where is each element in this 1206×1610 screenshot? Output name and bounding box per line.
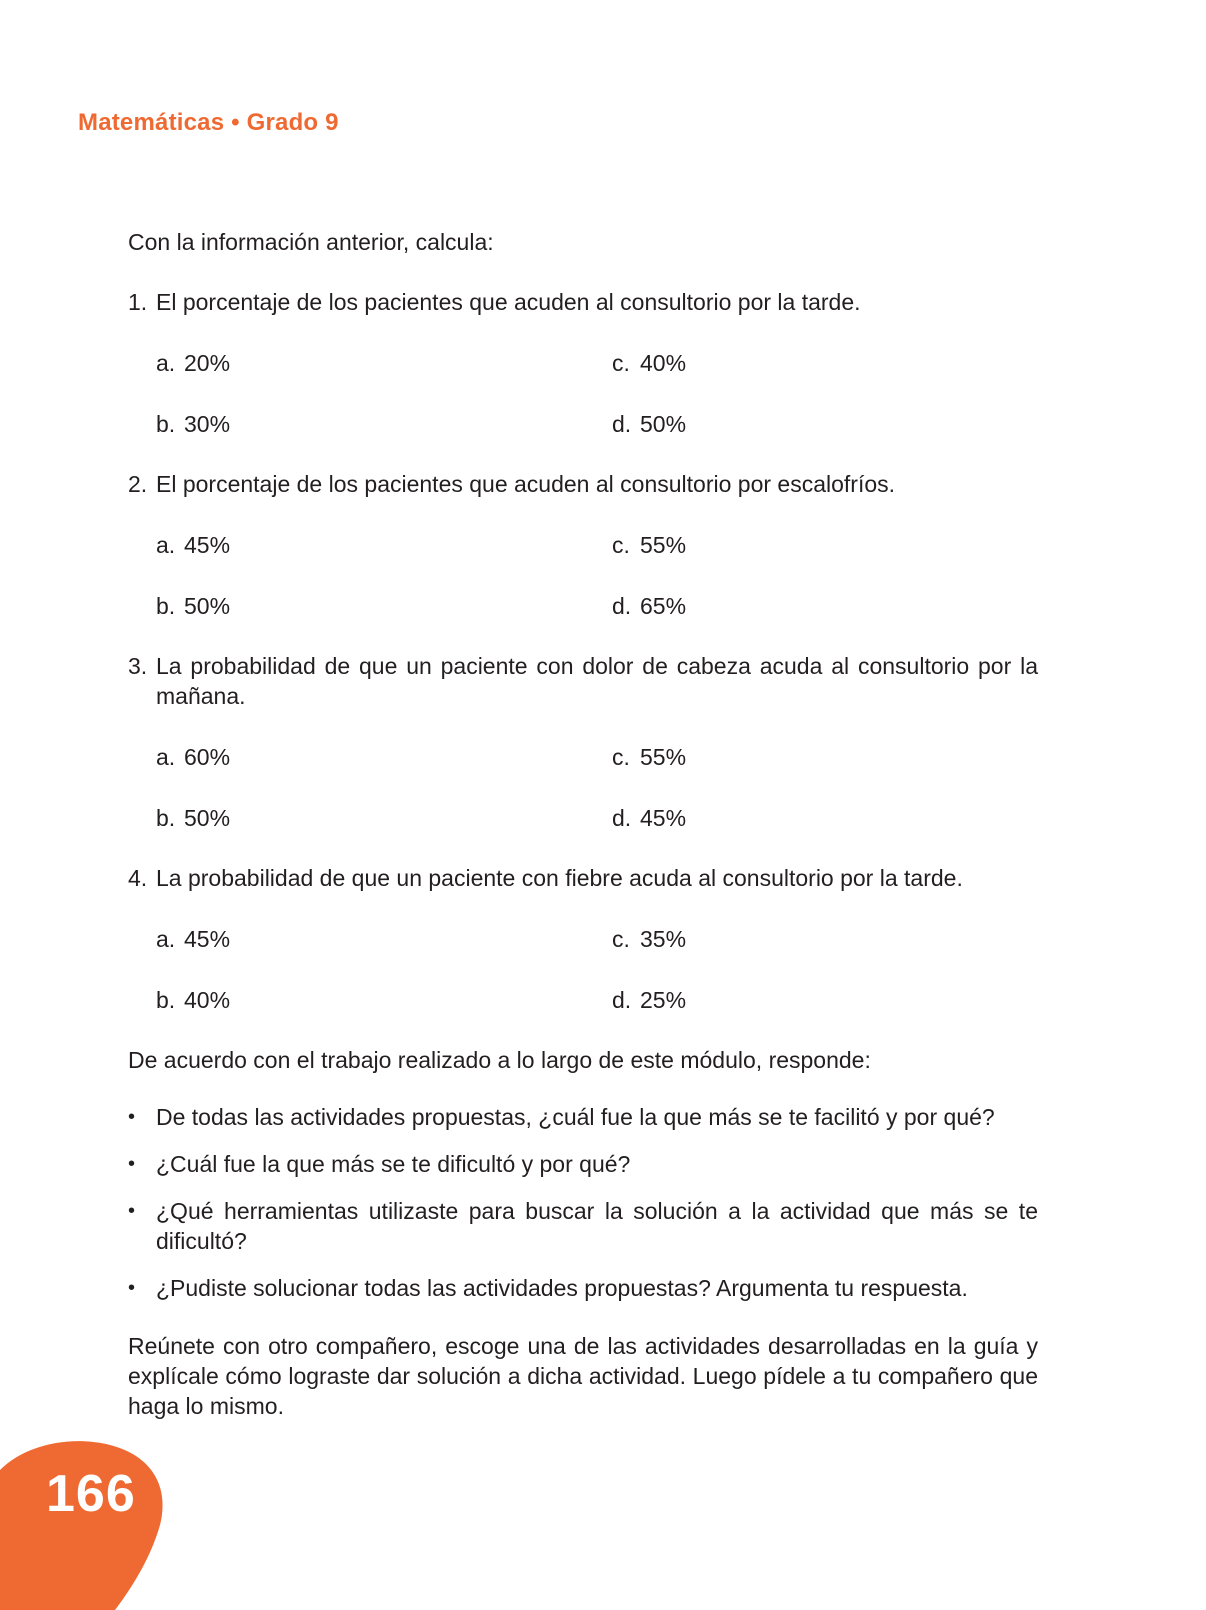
option-2d — [612, 591, 686, 621]
option-value: 50% — [640, 411, 687, 437]
option-letter: c. — [612, 350, 630, 376]
bullet-item — [128, 1102, 1038, 1132]
question-text: La probabilidad de que un paciente con fiebre acuda al consultorio por la tarde. — [156, 865, 963, 891]
option-value: 45% — [184, 532, 231, 558]
option-letter: d. — [612, 987, 632, 1013]
bullet-icon: • — [128, 1277, 136, 1299]
question-text: La probabilidad de que un paciente con dolor de cabeza acuda al consultorio por la mañana. — [156, 653, 1038, 709]
bullet-icon: • — [128, 1153, 136, 1175]
closing-paragraph: Reúnete con otro compañero, escoge una de las actividades desarrolladas en la guía y explícale cómo lograste dar solución a dicha actividad. Luego pídele a tu compañero que haga lo mismo. — [128, 1333, 1038, 1419]
option-3a — [156, 742, 230, 772]
option-letter: d. — [612, 805, 632, 831]
option-letter: b. — [156, 987, 176, 1013]
question-3 — [128, 651, 1038, 711]
option-1a — [156, 348, 230, 378]
question-text: El porcentaje de los pacientes que acuden al consultorio por escalofríos. — [156, 471, 896, 497]
question-number: 2. — [128, 471, 148, 497]
question-text: El porcentaje de los pacientes que acuden al consultorio por la tarde. — [156, 289, 861, 315]
option-letter: d. — [612, 411, 632, 437]
question-number: 3. — [128, 653, 148, 679]
question-number: 1. — [128, 289, 148, 315]
option-value: 55% — [640, 744, 687, 770]
option-3c — [612, 742, 686, 772]
question-1 — [128, 287, 1038, 317]
running-header: Matemáticas • Grado 9 — [78, 109, 339, 136]
question-number: 4. — [128, 865, 148, 891]
option-value: 55% — [640, 532, 687, 558]
option-1c — [612, 348, 686, 378]
option-value: 50% — [184, 805, 231, 831]
reflection-intro: De acuerdo con el trabajo realizado a lo largo de este módulo, responde: — [128, 1047, 871, 1073]
bullet-icon: • — [128, 1106, 136, 1128]
option-2a — [156, 530, 230, 560]
option-value: 45% — [184, 926, 231, 952]
option-letter: a. — [156, 744, 176, 770]
option-value: 65% — [640, 593, 687, 619]
option-value: 45% — [640, 805, 687, 831]
bullet-text: De todas las actividades propuestas, ¿cuál fue la que más se te facilitó y por qué? — [156, 1104, 995, 1130]
option-value: 20% — [184, 350, 231, 376]
option-2b — [156, 591, 230, 621]
question-2 — [128, 469, 1038, 499]
bullet-item — [128, 1273, 1038, 1303]
option-letter: b. — [156, 593, 176, 619]
option-value: 60% — [184, 744, 231, 770]
bullet-text: ¿Cuál fue la que más se te dificultó y por qué? — [156, 1151, 631, 1177]
option-4d — [612, 985, 686, 1015]
option-letter: c. — [612, 532, 630, 558]
question-4 — [128, 863, 1038, 893]
option-2c — [612, 530, 686, 560]
option-1b — [156, 409, 230, 439]
option-3d — [612, 803, 686, 833]
option-letter: b. — [156, 805, 176, 831]
option-letter: c. — [612, 926, 630, 952]
bullet-text: ¿Qué herramientas utilizaste para buscar la solución a la actividad que más se te dificultó? — [156, 1198, 1038, 1254]
option-value: 50% — [184, 593, 231, 619]
option-letter: d. — [612, 593, 632, 619]
option-4c — [612, 924, 686, 954]
option-letter: c. — [612, 744, 630, 770]
option-value: 25% — [640, 987, 687, 1013]
option-4a — [156, 924, 230, 954]
bullet-item — [128, 1196, 1038, 1256]
option-letter: a. — [156, 350, 176, 376]
option-letter: a. — [156, 532, 176, 558]
option-4b — [156, 985, 230, 1015]
option-value: 35% — [640, 926, 687, 952]
intro-text: Con la información anterior, calcula: — [128, 229, 494, 255]
bullet-text: ¿Pudiste solucionar todas las actividades propuestas? Argumenta tu respuesta. — [156, 1275, 968, 1301]
option-1d — [612, 409, 686, 439]
option-value: 40% — [184, 987, 231, 1013]
option-letter: b. — [156, 411, 176, 437]
option-value: 40% — [640, 350, 687, 376]
bullet-item — [128, 1149, 1038, 1179]
bullet-icon: • — [128, 1200, 136, 1222]
page-number: 166 — [46, 1465, 136, 1523]
option-letter: a. — [156, 926, 176, 952]
option-3b — [156, 803, 230, 833]
option-value: 30% — [184, 411, 231, 437]
